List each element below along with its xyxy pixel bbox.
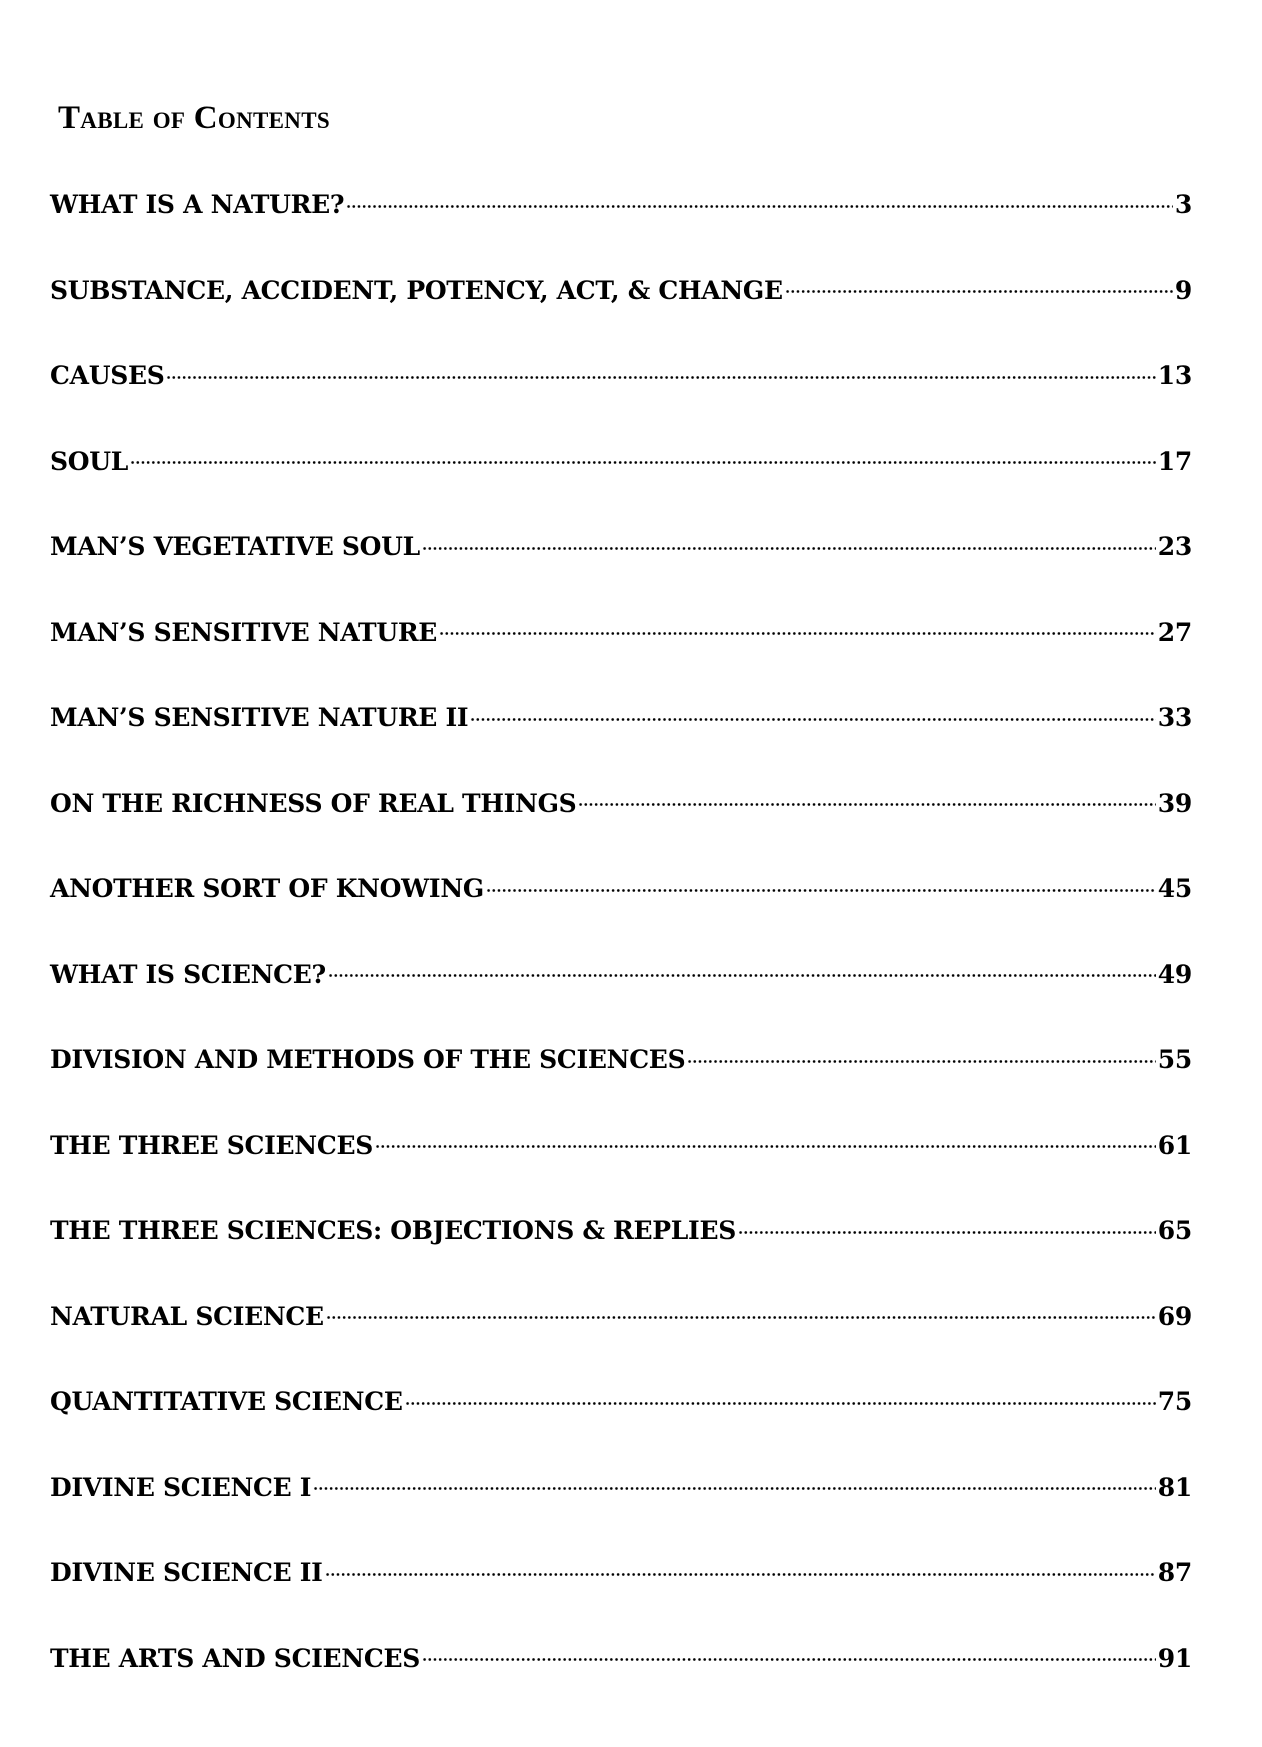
toc-entry[interactable]	[50, 867, 1192, 953]
toc-entry-title: THE THREE SCIENCES: OBJECTIONS & REPLIES	[50, 1216, 736, 1245]
toc-entry-page-number: 87	[1157, 1558, 1192, 1587]
toc-entry-title: DIVINE SCIENCE II	[50, 1558, 323, 1587]
dot-leader	[486, 867, 1156, 897]
toc-entry-page-number: 65	[1157, 1216, 1192, 1245]
toc-entry-page-number: 81	[1157, 1472, 1192, 1502]
toc-entry[interactable]	[50, 1380, 1192, 1466]
dot-leader	[375, 1124, 1156, 1154]
toc-entry-page-number: 45	[1157, 874, 1192, 903]
dot-leader	[687, 1038, 1155, 1068]
toc-entry[interactable]	[50, 1637, 1192, 1723]
toc-entry[interactable]	[50, 953, 1192, 1039]
toc-entry-title: MAN’S VEGETATIVE SOUL	[50, 532, 420, 561]
dot-leader	[328, 953, 1156, 983]
toc-entry-title: WHAT IS A NATURE?	[50, 190, 345, 219]
toc-entry-title: ON THE RICHNESS OF REAL THINGS	[50, 788, 577, 818]
toc-entry-page-number: 23	[1157, 532, 1192, 561]
toc-entry-title: DIVINE SCIENCE I	[50, 1472, 312, 1502]
dot-leader	[470, 696, 1156, 726]
toc-entry[interactable]	[50, 611, 1192, 697]
toc-entry-page-number: 39	[1157, 788, 1192, 818]
toc-entry-page-number: 91	[1157, 1643, 1192, 1673]
toc-entry[interactable]	[50, 782, 1192, 868]
dot-leader	[422, 525, 1156, 555]
dot-leader	[313, 1466, 1156, 1496]
dot-leader	[422, 1637, 1156, 1667]
dot-leader	[130, 440, 1156, 470]
toc-entry-title: THE ARTS AND SCIENCES	[50, 1643, 420, 1673]
toc-entry-title: WHAT IS SCIENCE?	[50, 959, 326, 989]
toc-entry[interactable]	[50, 1038, 1192, 1124]
dot-leader	[405, 1380, 1156, 1410]
dot-leader	[785, 269, 1173, 299]
toc-list	[50, 183, 1192, 1722]
toc-entry-title: SUBSTANCE, ACCIDENT, POTENCY, ACT, & CHANGE	[50, 275, 783, 305]
dot-leader	[166, 354, 1155, 384]
toc-entry-page-number: 3	[1174, 190, 1192, 219]
toc-entry-page-number: 33	[1157, 703, 1192, 732]
dot-leader	[325, 1551, 1156, 1581]
toc-entry-title: ANOTHER SORT OF KNOWING	[50, 874, 484, 903]
toc-entry[interactable]	[50, 525, 1192, 611]
toc-entry-title: NATURAL SCIENCE	[50, 1301, 324, 1331]
toc-entry-page-number: 17	[1157, 446, 1192, 476]
dot-leader	[326, 1295, 1156, 1325]
toc-entry[interactable]	[50, 1466, 1192, 1552]
toc-entry-page-number: 75	[1157, 1387, 1192, 1416]
toc-entry[interactable]	[50, 440, 1192, 526]
toc-entry[interactable]	[50, 1209, 1192, 1295]
toc-entry-title: SOUL	[50, 446, 129, 476]
dot-leader	[346, 183, 1173, 213]
toc-entry-page-number: 27	[1157, 617, 1192, 647]
toc-entry-page-number: 69	[1157, 1301, 1192, 1331]
toc-entry-page-number: 61	[1157, 1130, 1192, 1160]
toc-entry-page-number: 9	[1174, 275, 1192, 305]
toc-entry[interactable]	[50, 696, 1192, 782]
toc-heading: Table of Contents	[58, 100, 330, 136]
toc-entry[interactable]	[50, 1295, 1192, 1381]
toc-entry-page-number: 55	[1157, 1045, 1192, 1074]
toc-entry-title: CAUSES	[50, 361, 165, 390]
toc-entry-title: THE THREE SCIENCES	[50, 1130, 373, 1160]
toc-entry-page-number: 13	[1157, 361, 1192, 390]
toc-entry-page-number: 49	[1157, 959, 1192, 989]
dot-leader	[578, 782, 1155, 812]
toc-entry-title: MAN’S SENSITIVE NATURE II	[50, 703, 469, 732]
toc-entry[interactable]	[50, 1551, 1192, 1637]
toc-entry-title: DIVISION AND METHODS OF THE SCIENCES	[50, 1045, 686, 1074]
toc-entry-title: MAN’S SENSITIVE NATURE	[50, 617, 438, 647]
toc-entry-title: QUANTITATIVE SCIENCE	[50, 1387, 403, 1416]
toc-entry[interactable]	[50, 1124, 1192, 1210]
toc-entry[interactable]	[50, 269, 1192, 355]
toc-entry[interactable]	[50, 354, 1192, 440]
toc-entry[interactable]	[50, 183, 1192, 269]
dot-leader	[439, 611, 1156, 641]
dot-leader	[738, 1209, 1156, 1239]
